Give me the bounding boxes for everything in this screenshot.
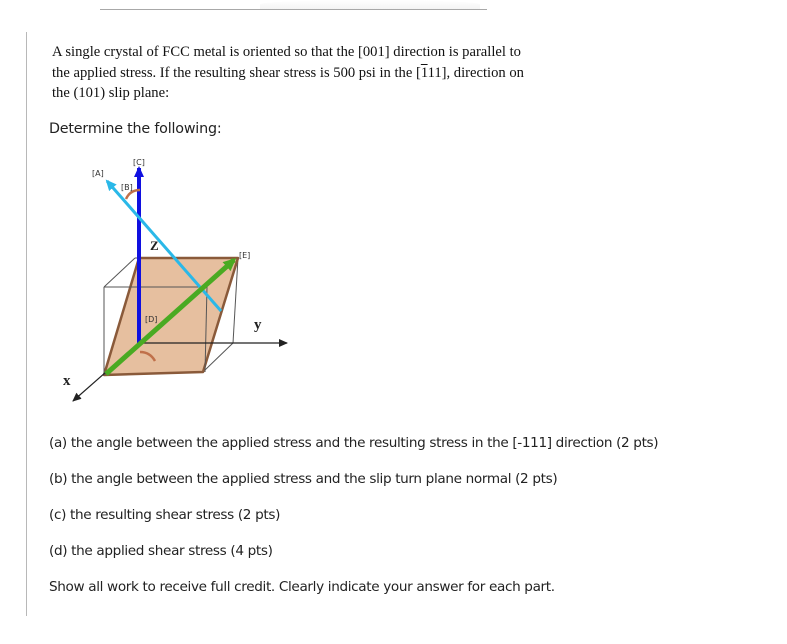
question-b: [49, 471, 557, 487]
problem-line-2-end: 11], direction on: [427, 64, 524, 81]
label-b: [B]: [121, 183, 133, 192]
problem-line-2-start: the applied stress. If the resulting shear stress is 500 psi in the [: [52, 64, 421, 81]
overbar-index: 1: [420, 64, 428, 81]
question-a: [49, 435, 658, 451]
question-d: [49, 543, 273, 559]
question-d-label: (d): [49, 543, 68, 559]
label-x: x: [63, 373, 71, 389]
label-a: [A]: [92, 169, 104, 178]
problem-line-3: the (101) slip plane:: [52, 85, 170, 101]
label-e: [E]: [239, 251, 251, 260]
question-d-text: the applied shear stress (4 pts): [71, 543, 273, 559]
instructions-footer: Show all work to receive full credit. Clearly indicate your answer for each part.: [49, 579, 555, 595]
question-b-label: (b): [49, 471, 68, 487]
problem-line-1: A single crystal of FCC metal is oriented so that the [001] direction is parallel to: [52, 44, 521, 60]
question-a-text: the angle between the applied stress and the resulting stress in the [-111] direction (2 pts): [70, 435, 659, 451]
question-b-text: the angle between the applied stress and the slip turn plane normal (2 pts): [71, 471, 558, 487]
question-a-label: (a): [49, 435, 67, 451]
question-c-label: (c): [49, 507, 67, 523]
crystal-diagram: [0, 0, 320, 420]
label-c: [C]: [133, 158, 145, 167]
section-heading: Determine the following:: [49, 121, 222, 137]
label-z: Z: [150, 238, 159, 253]
question-c: [49, 507, 280, 523]
question-c-text: the resulting shear stress (2 pts): [70, 507, 281, 523]
label-y: y: [254, 317, 262, 333]
label-d: [D]: [145, 315, 158, 324]
